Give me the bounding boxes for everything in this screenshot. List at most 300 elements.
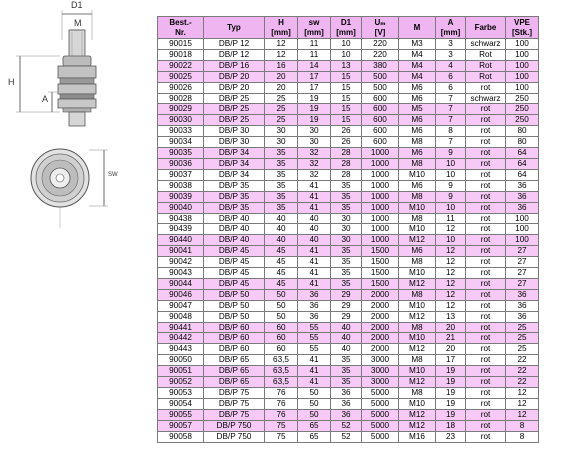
table-cell-best-nr: 90026 <box>158 82 204 93</box>
table-cell-typ: DB/P 75 <box>204 398 265 409</box>
table-cell-best-nr: 90047 <box>158 300 204 311</box>
column-header-label: VPE <box>513 17 530 27</box>
table-cell-a: 6 <box>436 82 466 93</box>
table-cell-a: 12 <box>436 278 466 289</box>
table-cell-a: 8 <box>436 126 466 137</box>
table-cell-vpe: 27 <box>506 257 539 268</box>
table-row <box>158 377 539 388</box>
table-cell-m: M12 <box>399 311 436 322</box>
table-cell-h: 35 <box>265 148 298 159</box>
table-cell-a: 9 <box>436 180 466 191</box>
table-cell-m: M6 <box>399 115 436 126</box>
table-cell-vpe: 22 <box>506 377 539 388</box>
table-cell-d1: 40 <box>331 333 362 344</box>
table-cell-h: 12 <box>265 49 298 60</box>
table-cell-typ: DB/P 35 <box>204 180 265 191</box>
table-cell-a: 19 <box>436 409 466 420</box>
table-cell-best-nr: 90438 <box>158 213 204 224</box>
table-cell-um: 1000 <box>362 169 399 180</box>
table-cell-a: 19 <box>436 398 466 409</box>
table-cell-m: M10 <box>399 268 436 279</box>
table-cell-vpe: 27 <box>506 268 539 279</box>
column-header-label: Uₘ <box>374 17 386 27</box>
table-cell-farbe: rot <box>466 333 506 344</box>
table-cell-d1: 35 <box>331 355 362 366</box>
table-cell-farbe: rot <box>466 268 506 279</box>
table-cell-typ: DB/P 65 <box>204 377 265 388</box>
table-cell-um: 600 <box>362 104 399 115</box>
table-cell-farbe: rot <box>466 82 506 93</box>
table-cell-m: M6 <box>399 180 436 191</box>
table-cell-h: 76 <box>265 409 298 420</box>
table-cell-a: 13 <box>436 311 466 322</box>
table-cell-a: 6 <box>436 71 466 82</box>
table-cell-d1: 30 <box>331 224 362 235</box>
table-cell-a: 9 <box>436 191 466 202</box>
table-cell-farbe: rot <box>466 213 506 224</box>
table-cell-best-nr: 90051 <box>158 366 204 377</box>
table-cell-m: M4 <box>399 60 436 71</box>
table-cell-d1: 40 <box>331 344 362 355</box>
table-cell-vpe: 64 <box>506 158 539 169</box>
table-cell-um: 220 <box>362 39 399 50</box>
table-cell-typ: DB/P 40 <box>204 213 265 224</box>
table-cell-a: 12 <box>436 268 466 279</box>
table-cell-best-nr: 90057 <box>158 420 204 431</box>
table-row <box>158 213 539 224</box>
table-cell-um: 2000 <box>362 311 399 322</box>
table-cell-vpe: 36 <box>506 180 539 191</box>
table-cell-typ: DB/P 34 <box>204 158 265 169</box>
table-cell-um: 2000 <box>362 300 399 311</box>
table-cell-farbe: rot <box>466 431 506 442</box>
technical-drawing <box>0 0 150 461</box>
table-cell-typ: DB/P 50 <box>204 311 265 322</box>
table-cell-d1: 10 <box>331 49 362 60</box>
table-cell-um: 1000 <box>362 148 399 159</box>
table-cell-a: 7 <box>436 137 466 148</box>
table-cell-d1: 26 <box>331 126 362 137</box>
table-cell-best-nr: 90055 <box>158 409 204 420</box>
table-cell-m: M4 <box>399 49 436 60</box>
table-cell-h: 75 <box>265 420 298 431</box>
table-cell-m: M10 <box>399 366 436 377</box>
table-cell-h: 40 <box>265 235 298 246</box>
table-cell-a: 11 <box>436 213 466 224</box>
table-cell-d1: 35 <box>331 191 362 202</box>
table-cell-d1: 36 <box>331 409 362 420</box>
table-cell-h: 25 <box>265 104 298 115</box>
table-cell-farbe: rot <box>466 115 506 126</box>
column-header-d1 <box>331 17 362 39</box>
table-cell-um: 1500 <box>362 246 399 257</box>
table-cell-typ: DB/P 30 <box>204 126 265 137</box>
table-cell-um: 5000 <box>362 388 399 399</box>
table-cell-typ: DB/P 60 <box>204 344 265 355</box>
table-cell-a: 23 <box>436 431 466 442</box>
table-cell-farbe: rot <box>466 148 506 159</box>
table-cell-typ: DB/P 40 <box>204 224 265 235</box>
table-cell-typ: DB/P 25 <box>204 104 265 115</box>
table-cell-sw: 41 <box>298 278 331 289</box>
table-cell-d1: 52 <box>331 431 362 442</box>
table-cell-sw: 30 <box>298 126 331 137</box>
table-cell-typ: DB/P 20 <box>204 82 265 93</box>
table-cell-um: 1000 <box>362 180 399 191</box>
table-cell-sw: 19 <box>298 104 331 115</box>
table-cell-farbe: rot <box>466 355 506 366</box>
table-cell-best-nr: 90050 <box>158 355 204 366</box>
table-cell-m: M8 <box>399 355 436 366</box>
table-cell-farbe: rot <box>466 409 506 420</box>
table-cell-d1: 30 <box>331 235 362 246</box>
table-cell-h: 35 <box>265 169 298 180</box>
table-cell-m: M6 <box>399 148 436 159</box>
table-cell-a: 19 <box>436 388 466 399</box>
table-row <box>158 420 539 431</box>
column-header-best-nr <box>158 17 204 39</box>
table-cell-farbe: rot <box>466 137 506 148</box>
table-row <box>158 268 539 279</box>
table-row <box>158 235 539 246</box>
table-cell-farbe: rot <box>466 377 506 388</box>
table-cell-h: 63,5 <box>265 355 298 366</box>
table-row <box>158 311 539 322</box>
table-cell-d1: 35 <box>331 278 362 289</box>
table-cell-typ: DB/P 750 <box>204 431 265 442</box>
table-body <box>158 39 539 443</box>
table-cell-best-nr: 90034 <box>158 137 204 148</box>
table-row <box>158 148 539 159</box>
table-cell-vpe: 100 <box>506 39 539 50</box>
table-cell-m: M6 <box>399 93 436 104</box>
table-cell-typ: DB/P 12 <box>204 49 265 60</box>
table-cell-farbe: rot <box>466 257 506 268</box>
table-cell-m: M12 <box>399 278 436 289</box>
table-cell-d1: 15 <box>331 93 362 104</box>
table-cell-vpe: 100 <box>506 82 539 93</box>
table-cell-typ: DB/P 750 <box>204 420 265 431</box>
table-cell-d1: 36 <box>331 388 362 399</box>
table-cell-best-nr: 90015 <box>158 39 204 50</box>
table-cell-h: 60 <box>265 344 298 355</box>
table-cell-sw: 65 <box>298 431 331 442</box>
table-cell-typ: DB/P 25 <box>204 93 265 104</box>
table-cell-h: 50 <box>265 289 298 300</box>
table-cell-a: 17 <box>436 355 466 366</box>
table-cell-m: M8 <box>399 388 436 399</box>
table-row <box>158 169 539 180</box>
table-cell-farbe: rot <box>466 169 506 180</box>
table-cell-m: M3 <box>399 39 436 50</box>
table-cell-sw: 36 <box>298 300 331 311</box>
table-cell-typ: DB/P 34 <box>204 148 265 159</box>
table-row <box>158 300 539 311</box>
table-cell-um: 1000 <box>362 158 399 169</box>
table-cell-um: 500 <box>362 71 399 82</box>
table-cell-m: M10 <box>399 169 436 180</box>
table-cell-um: 1000 <box>362 191 399 202</box>
table-header-row <box>158 17 539 39</box>
table-cell-typ: DB/P 45 <box>204 268 265 279</box>
table-cell-um: 1000 <box>362 202 399 213</box>
dimension-label-d1: D1 <box>71 0 83 10</box>
table-row <box>158 104 539 115</box>
table-row <box>158 115 539 126</box>
table-cell-typ: DB/P 75 <box>204 388 265 399</box>
table-cell-typ: DB/P 75 <box>204 409 265 420</box>
table-cell-um: 1000 <box>362 213 399 224</box>
table-cell-um: 2000 <box>362 289 399 300</box>
table-cell-best-nr: 90040 <box>158 202 204 213</box>
table-cell-d1: 40 <box>331 322 362 333</box>
table-cell-farbe: schwarz <box>466 93 506 104</box>
column-header-label: H <box>278 17 284 27</box>
table-row <box>158 49 539 60</box>
table-cell-vpe: 8 <box>506 431 539 442</box>
table-cell-vpe: 250 <box>506 115 539 126</box>
table-cell-m: M8 <box>399 322 436 333</box>
table-cell-h: 75 <box>265 431 298 442</box>
table-cell-h: 63,5 <box>265 377 298 388</box>
table-cell-d1: 52 <box>331 420 362 431</box>
table-cell-vpe: 25 <box>506 322 539 333</box>
table-cell-m: M8 <box>399 213 436 224</box>
table-cell-typ: DB/P 45 <box>204 257 265 268</box>
table-row <box>158 278 539 289</box>
table-cell-farbe: Rot <box>466 60 506 71</box>
table-cell-typ: DB/P 45 <box>204 278 265 289</box>
table-cell-um: 5000 <box>362 431 399 442</box>
table-cell-vpe: 25 <box>506 344 539 355</box>
table-row <box>158 322 539 333</box>
table-cell-farbe: rot <box>466 366 506 377</box>
table-cell-um: 5000 <box>362 409 399 420</box>
table-cell-farbe: Rot <box>466 49 506 60</box>
column-header-label: D1 <box>340 17 352 27</box>
table-cell-sw: 32 <box>298 169 331 180</box>
table-cell-typ: DB/P 60 <box>204 333 265 344</box>
table-cell-sw: 40 <box>298 213 331 224</box>
table-cell-sw: 40 <box>298 235 331 246</box>
table-cell-a: 20 <box>436 322 466 333</box>
table-cell-h: 12 <box>265 39 298 50</box>
table-cell-m: M8 <box>399 158 436 169</box>
table-cell-typ: DB/P 25 <box>204 115 265 126</box>
table-cell-sw: 41 <box>298 355 331 366</box>
table-cell-vpe: 12 <box>506 388 539 399</box>
column-header-farbe <box>466 17 506 39</box>
table-cell-best-nr: 90044 <box>158 278 204 289</box>
table-cell-h: 76 <box>265 388 298 399</box>
table-cell-h: 30 <box>265 137 298 148</box>
table-cell-farbe: rot <box>466 420 506 431</box>
column-header-vpe <box>506 17 539 39</box>
table-cell-vpe: 22 <box>506 366 539 377</box>
table-row <box>158 246 539 257</box>
table-cell-sw: 41 <box>298 191 331 202</box>
table-row <box>158 82 539 93</box>
table-cell-d1: 35 <box>331 366 362 377</box>
table-cell-a: 12 <box>436 246 466 257</box>
table-cell-m: M12 <box>399 377 436 388</box>
table-cell-vpe: 12 <box>506 409 539 420</box>
table-cell-d1: 28 <box>331 158 362 169</box>
table-cell-um: 600 <box>362 126 399 137</box>
table-row <box>158 158 539 169</box>
dimension-label-sw: SW <box>108 172 118 178</box>
column-header-sw <box>298 17 331 39</box>
table-cell-sw: 41 <box>298 202 331 213</box>
table-cell-m: M12 <box>399 235 436 246</box>
table-cell-farbe: rot <box>466 224 506 235</box>
table-cell-farbe: rot <box>466 246 506 257</box>
table-cell-typ: DB/P 60 <box>204 322 265 333</box>
table-cell-h: 76 <box>265 398 298 409</box>
table-cell-d1: 29 <box>331 289 362 300</box>
table-cell-d1: 26 <box>331 137 362 148</box>
table-cell-sw: 17 <box>298 82 331 93</box>
column-header-label: M <box>413 22 421 32</box>
table-cell-vpe: 64 <box>506 169 539 180</box>
table-cell-um: 380 <box>362 60 399 71</box>
table-cell-m: M12 <box>399 409 436 420</box>
table-cell-m: M10 <box>399 300 436 311</box>
table-cell-best-nr: 90038 <box>158 180 204 191</box>
table-cell-sw: 19 <box>298 115 331 126</box>
table-cell-farbe: rot <box>466 180 506 191</box>
table-cell-h: 40 <box>265 224 298 235</box>
table-cell-um: 2000 <box>362 344 399 355</box>
table-cell-typ: DB/P 40 <box>204 235 265 246</box>
table-cell-farbe: rot <box>466 202 506 213</box>
table-cell-d1: 29 <box>331 300 362 311</box>
table-cell-best-nr: 90033 <box>158 126 204 137</box>
table-cell-farbe: rot <box>466 278 506 289</box>
table-cell-vpe: 36 <box>506 289 539 300</box>
table-cell-sw: 55 <box>298 344 331 355</box>
column-header-um <box>362 17 399 39</box>
table-cell-best-nr: 90028 <box>158 93 204 104</box>
table-cell-h: 45 <box>265 257 298 268</box>
table-cell-a: 7 <box>436 93 466 104</box>
table-cell-best-nr: 90439 <box>158 224 204 235</box>
table-cell-d1: 28 <box>331 169 362 180</box>
table-cell-um: 1000 <box>362 235 399 246</box>
table-cell-farbe: rot <box>466 104 506 115</box>
table-cell-sw: 11 <box>298 39 331 50</box>
table-cell-vpe: 36 <box>506 191 539 202</box>
table-cell-d1: 35 <box>331 268 362 279</box>
column-header-unit: [mm] <box>440 27 461 37</box>
table-cell-best-nr: 90030 <box>158 115 204 126</box>
table-cell-farbe: rot <box>466 191 506 202</box>
table-cell-h: 60 <box>265 322 298 333</box>
table-cell-vpe: 100 <box>506 60 539 71</box>
column-header-label: Farbe <box>474 22 497 32</box>
table-cell-m: M8 <box>399 137 436 148</box>
table-cell-m: M8 <box>399 289 436 300</box>
column-header-a <box>436 17 466 39</box>
table-cell-h: 50 <box>265 300 298 311</box>
table-cell-best-nr: 90043 <box>158 268 204 279</box>
table-cell-a: 12 <box>436 300 466 311</box>
table-cell-vpe: 27 <box>506 278 539 289</box>
column-header-typ <box>204 17 265 39</box>
table-cell-sw: 65 <box>298 420 331 431</box>
table-cell-d1: 29 <box>331 311 362 322</box>
table-cell-best-nr: 90046 <box>158 289 204 300</box>
table-cell-sw: 41 <box>298 257 331 268</box>
table-cell-a: 10 <box>436 235 466 246</box>
table-cell-d1: 28 <box>331 148 362 159</box>
table-cell-sw: 41 <box>298 366 331 377</box>
table-cell-farbe: schwarz <box>466 39 506 50</box>
table-row <box>158 344 539 355</box>
table-row <box>158 366 539 377</box>
table-cell-a: 7 <box>436 115 466 126</box>
table-cell-sw: 41 <box>298 246 331 257</box>
table-cell-vpe: 100 <box>506 224 539 235</box>
table-cell-best-nr: 90029 <box>158 104 204 115</box>
dimension-label-m: M <box>74 18 82 28</box>
table-cell-vpe: 36 <box>506 300 539 311</box>
table-cell-farbe: rot <box>466 289 506 300</box>
table-cell-typ: DB/P 16 <box>204 60 265 71</box>
dimension-label-a: A <box>42 94 49 104</box>
table-cell-best-nr: 90036 <box>158 158 204 169</box>
table-cell-h: 45 <box>265 278 298 289</box>
table-cell-sw: 55 <box>298 322 331 333</box>
table-row <box>158 333 539 344</box>
table-cell-vpe: 250 <box>506 104 539 115</box>
column-header-unit: Nr. <box>175 27 186 37</box>
table-cell-best-nr: 90018 <box>158 49 204 60</box>
table-cell-um: 5000 <box>362 398 399 409</box>
table-cell-h: 63,5 <box>265 366 298 377</box>
table-cell-vpe: 100 <box>506 213 539 224</box>
table-cell-vpe: 36 <box>506 202 539 213</box>
table-cell-farbe: rot <box>466 388 506 399</box>
table-cell-um: 3000 <box>362 355 399 366</box>
table-cell-a: 12 <box>436 257 466 268</box>
table-cell-h: 35 <box>265 191 298 202</box>
table-cell-a: 10 <box>436 202 466 213</box>
table-cell-vpe: 80 <box>506 137 539 148</box>
table-cell-m: M5 <box>399 104 436 115</box>
table-row <box>158 409 539 420</box>
table-row <box>158 289 539 300</box>
table-cell-um: 1000 <box>362 224 399 235</box>
table-cell-h: 50 <box>265 311 298 322</box>
table-cell-um: 1500 <box>362 268 399 279</box>
table-row <box>158 398 539 409</box>
table-cell-typ: DB/P 34 <box>204 169 265 180</box>
table-cell-m: M12 <box>399 420 436 431</box>
table-cell-um: 1500 <box>362 278 399 289</box>
table-cell-m: M4 <box>399 71 436 82</box>
table-cell-farbe: rot <box>466 158 506 169</box>
table-cell-best-nr: 90039 <box>158 191 204 202</box>
dimension-label-h: H <box>8 77 15 87</box>
table-cell-sw: 19 <box>298 93 331 104</box>
table-cell-a: 3 <box>436 49 466 60</box>
table-cell-sw: 50 <box>298 409 331 420</box>
table-cell-typ: DB/P 45 <box>204 246 265 257</box>
table-cell-farbe: rot <box>466 398 506 409</box>
table-cell-sw: 36 <box>298 311 331 322</box>
table-cell-a: 7 <box>436 104 466 115</box>
